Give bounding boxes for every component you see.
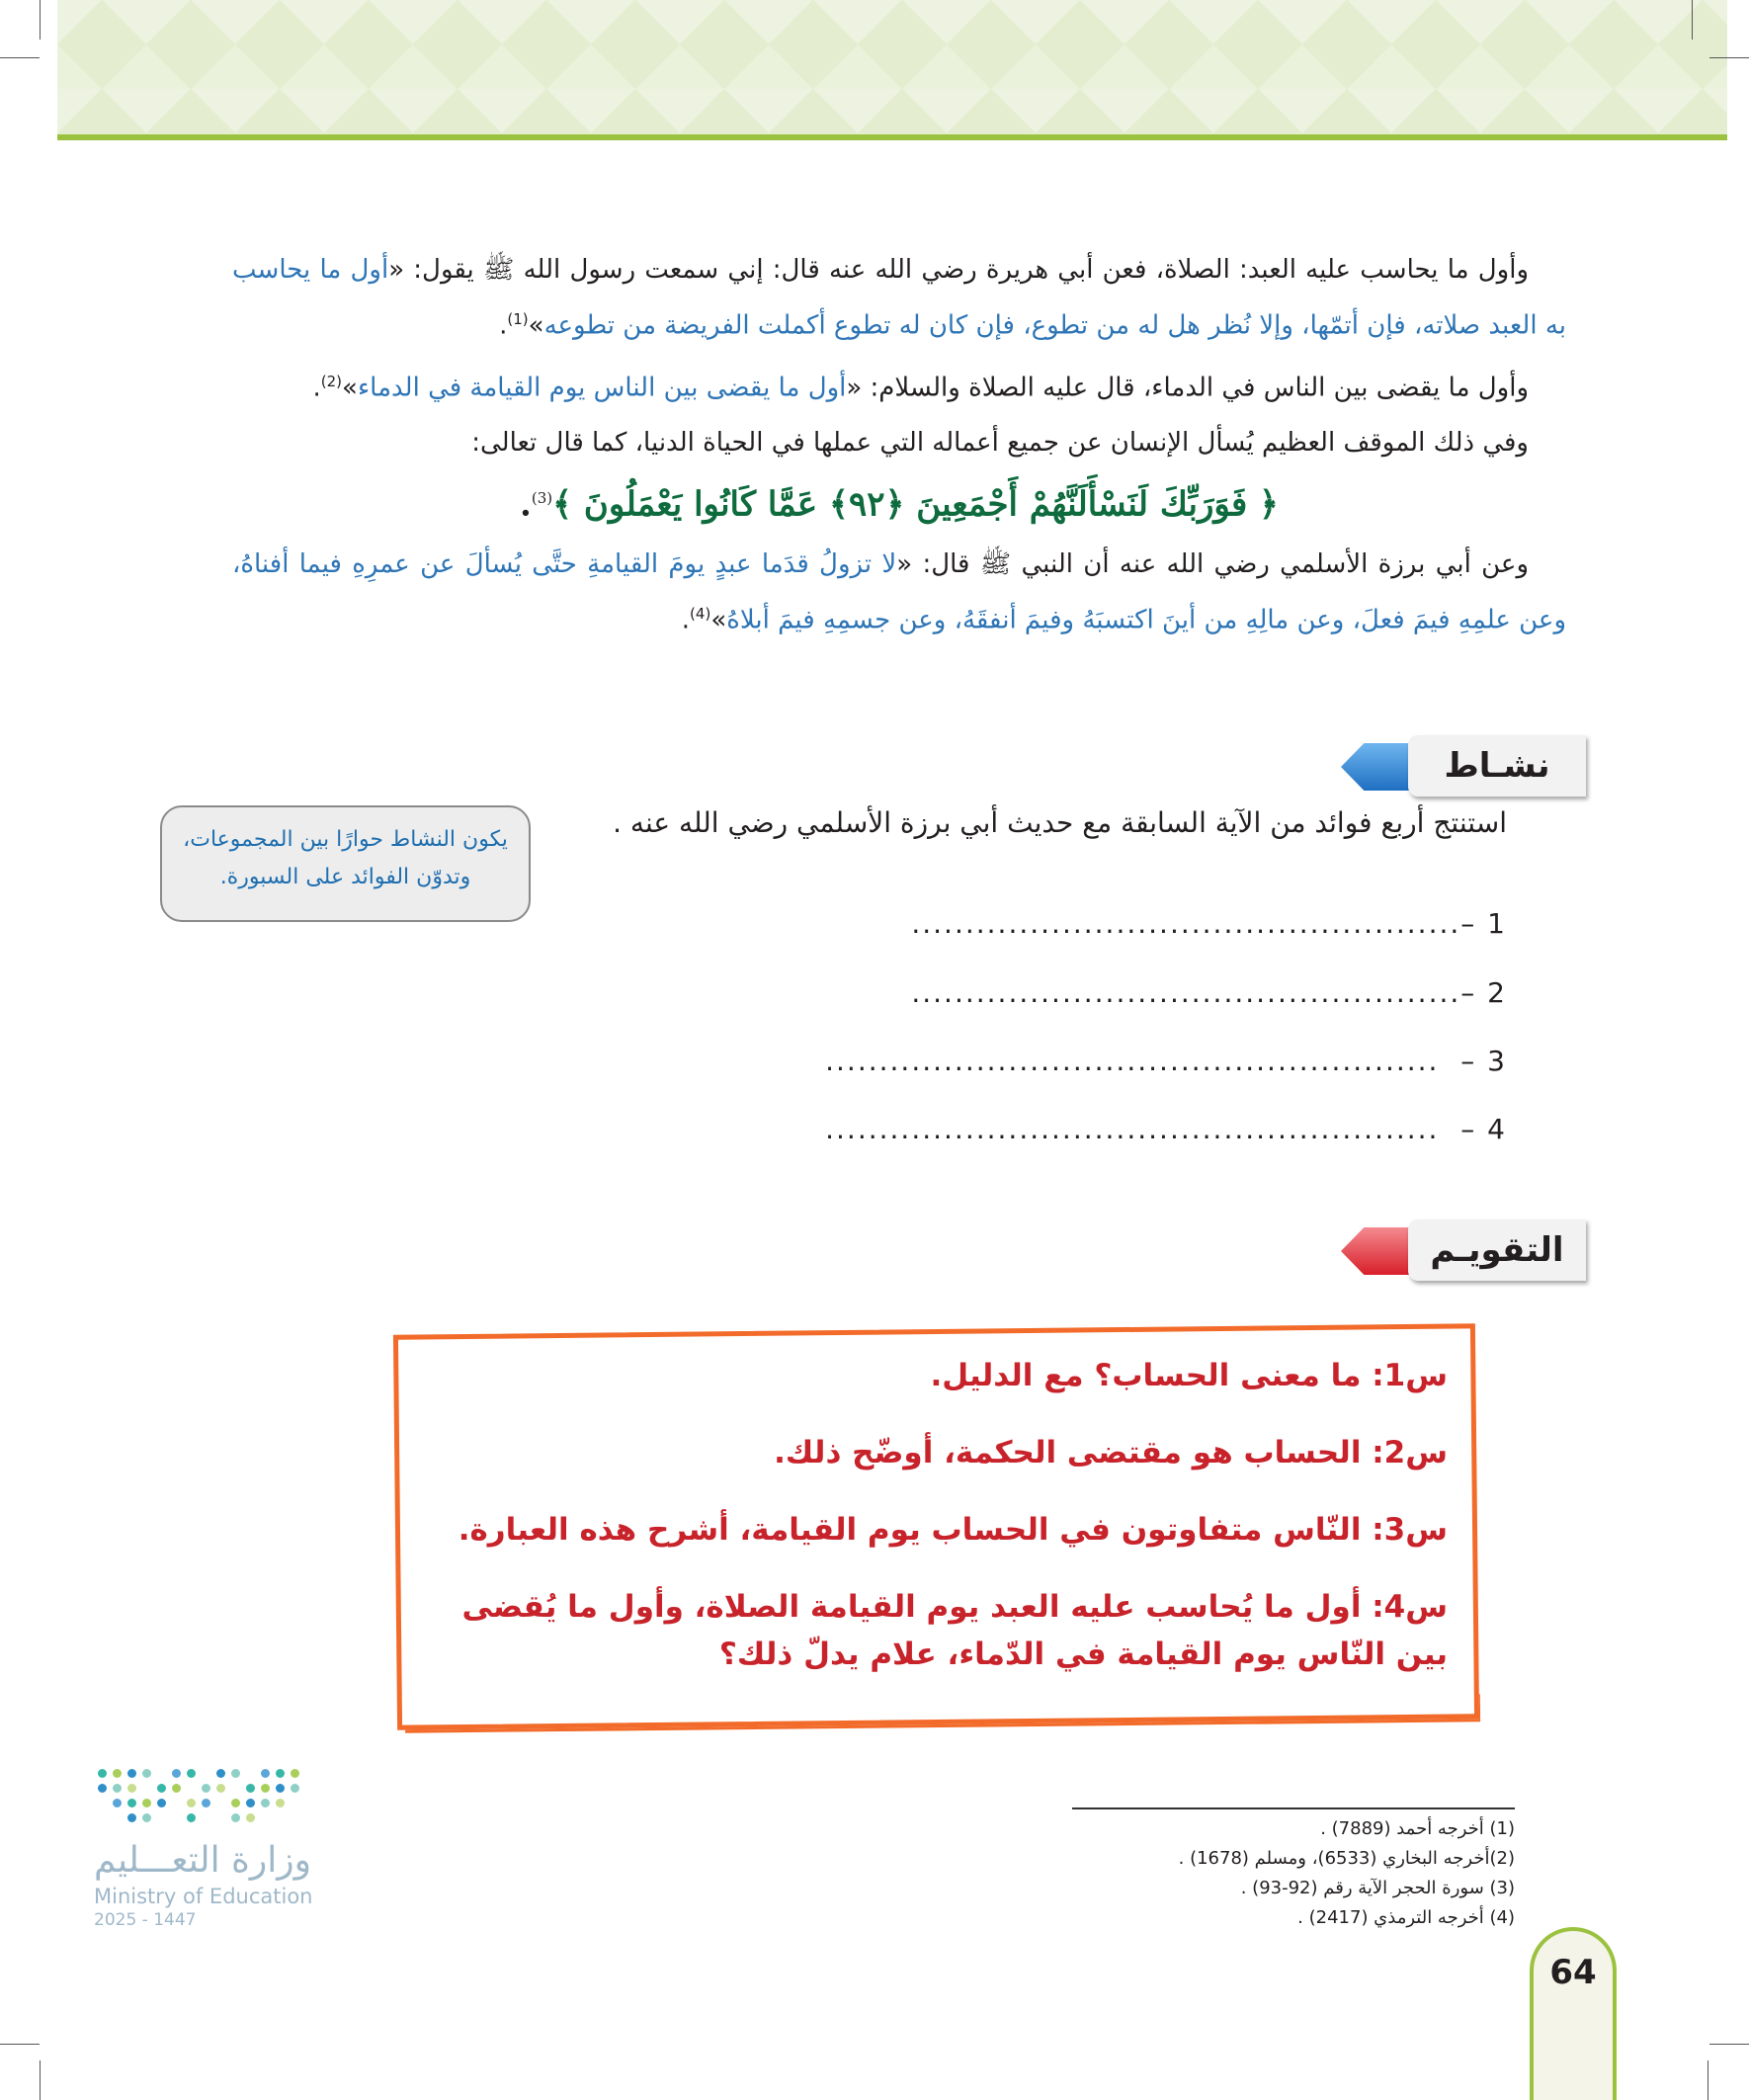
logo-dot [113, 1769, 122, 1778]
logo-dot [187, 1813, 196, 1822]
crop-mark [1692, 0, 1693, 40]
answer-line-2[interactable]: 2 –................................................... [911, 976, 1507, 1009]
footnote-ref: (3) [531, 489, 553, 508]
logo-dot [291, 1813, 299, 1822]
crop-mark [0, 2044, 40, 2045]
logo-dot [261, 1769, 270, 1778]
activity-heading-tab [1329, 735, 1586, 797]
logo-dot [157, 1813, 166, 1822]
crop-mark [1709, 57, 1749, 58]
logo-dot [276, 1799, 285, 1807]
logo-dot [157, 1784, 166, 1793]
footnote-4: (4) أخرجه الترمذي (2417) . [1297, 1907, 1515, 1928]
logo-dot [127, 1784, 136, 1793]
logo-dot [187, 1799, 196, 1807]
logo-dot [202, 1784, 210, 1793]
teacher-note: يكون النشاط حوارًا بين المجموعات، وتدوّن الفوائد على السبورة. [183, 827, 508, 889]
footnote-rule [1072, 1807, 1515, 1809]
question-4: س4: أول ما يُحاسب عليه العبد يوم القيامة الصلاة، وأول ما يُقضى بين النّاس يوم القيامة في الدّماء، علام يدلّ ذلك؟ [461, 1589, 1448, 1672]
question-1: س1: ما معنى الحساب؟ مع الدليل. [930, 1358, 1448, 1393]
crop-mark [0, 57, 40, 58]
logo-dot [172, 1799, 181, 1807]
logo-dot [98, 1784, 107, 1793]
logo-dot [291, 1799, 299, 1807]
hadith-text: لا تزولُ قدَما عبدٍ يومَ القيامةِ حتَّى يُسألَ عن عمرِهِ فيما أفناهُ، وعن علمِهِ فيمَ فعلَ، وعن مالِهِ من أينَ اكتسبَهُ وفيمَ أنفقَهُ، وعن جسمِهِ فيمَ أبلاهُ [232, 548, 1566, 635]
lesson-body [232, 245, 1566, 650]
logo-dot [261, 1784, 270, 1793]
evaluation-heading-tab [1329, 1219, 1586, 1281]
blue-arrow-icon [1341, 743, 1418, 791]
logo-dot [202, 1813, 210, 1822]
logo-dot [142, 1813, 151, 1822]
logo-dot [113, 1784, 122, 1793]
paragraph-questioning: وفي ذلك الموقف العظيم يُسأل الإنسان عن جميع أعماله التي عملها في الحياة الدنيا، كما قال تعالى: [471, 428, 1529, 459]
logo-dot [216, 1784, 225, 1793]
evaluation-questions [450, 1352, 1448, 1708]
logo-dot [291, 1784, 299, 1793]
header-green-line [57, 134, 1727, 140]
footnote-ref: (1) [507, 310, 529, 328]
ministry-dots-icon [98, 1769, 321, 1822]
logo-dot [202, 1799, 210, 1807]
footnote-ref: (4) [690, 604, 711, 623]
question-2: س2: الحساب هو مقتضى الحكمة، أوضّح ذلك. [774, 1435, 1448, 1470]
logo-dot [98, 1769, 107, 1778]
logo-dot [172, 1784, 181, 1793]
logo-dot [127, 1813, 136, 1822]
logo-dot [142, 1769, 151, 1778]
teacher-note-box [160, 805, 531, 922]
question-3: س3: النّاس متفاوتون في الحساب يوم القيامة، أشرح هذه العبارة. [458, 1512, 1448, 1548]
logo-dot [127, 1769, 136, 1778]
answer-line-4[interactable]: 4 – ......................................................... [825, 1113, 1507, 1145]
footnote-3: (3) سورة الحجر الآية رقم (92-93) . [1240, 1878, 1515, 1898]
logo-dot [276, 1813, 285, 1822]
logo-dot [291, 1769, 299, 1778]
header-pattern-band [57, 0, 1727, 138]
logo-dot [202, 1769, 210, 1778]
hadith-text: أول ما يقضى بين الناس يوم القيامة في الدماء [357, 373, 847, 403]
paragraph-prayer: وأول ما يحاسب عليه العبد: الصلاة، فعن أبي هريرة رضي الله عنه قال: إني سمعت رسول الله ﷺ يقول: «أول ما يحاسب به العبد صلاته، فإن أتمّها، وإلا نُظر هل له من تطوع، فإن كان له تطوع أكملت الفريضة من تطوعه»$^{(1)}$. [232, 255, 1566, 341]
logo-dot [157, 1799, 166, 1807]
logo-dot [113, 1799, 122, 1807]
logo-dot [231, 1784, 240, 1793]
footnote-2: (2)أخرجه البخاري (6533)، ومسلم (1678) . [1178, 1848, 1515, 1869]
crop-mark [40, 0, 41, 40]
logo-dot [261, 1813, 270, 1822]
answer-line-1[interactable]: 1 –................................................... [911, 907, 1507, 940]
logo-dot [157, 1769, 166, 1778]
ministry-logo [94, 1769, 321, 1930]
crop-mark [1709, 2044, 1749, 2045]
logo-dot [113, 1813, 122, 1822]
footnote-ref: (2) [320, 372, 343, 390]
activity-prompt: استنتج أربع فوائد من الآية السابقة مع حديث أبي برزة الأسلمي رضي الله عنه . [613, 806, 1507, 839]
logo-dot [276, 1769, 285, 1778]
crop-mark [40, 2060, 41, 2100]
logo-dot [231, 1769, 240, 1778]
logo-dot [98, 1813, 107, 1822]
answer-line-3[interactable]: 3 – ......................................................... [825, 1045, 1507, 1077]
logo-dot [246, 1769, 255, 1778]
logo-dot [187, 1769, 196, 1778]
logo-dot [216, 1769, 225, 1778]
logo-dot [216, 1799, 225, 1807]
logo-dot [98, 1799, 107, 1807]
footnotes [1179, 1814, 1515, 1933]
logo-dot [231, 1799, 240, 1807]
logo-dot [231, 1813, 240, 1822]
activity-title: نشـاط [1408, 735, 1586, 797]
paragraph-blood: وأول ما يقضى بين الناس في الدماء، قال عليه الصلاة والسلام: «أول ما يقضى بين الناس يوم القيامة في الدماء»$^{(2)}$. [312, 372, 1529, 403]
page-number: 64 [1549, 1953, 1597, 1992]
ministry-name-english: Ministry of Education [94, 1885, 313, 1908]
logo-dot [246, 1813, 255, 1822]
footnote-1: (1) أخرجه أحمد (7889) . [1320, 1818, 1515, 1839]
logo-dot [246, 1799, 255, 1807]
logo-dot [172, 1769, 181, 1778]
logo-dot [142, 1784, 151, 1793]
paragraph-barzah: وعن أبي برزة الأسلمي رضي الله عنه أن النبي ﷺ قال: «لا تزولُ قدَما عبدٍ يومَ القيامةِ حتَّى يُسألَ عن عمرِهِ فيما أفناهُ، وعن علمِهِ فيمَ فعلَ، وعن مالِهِ من أينَ اكتسبَهُ وفيمَ أنفقَهُ، وعن جسمِهِ فيمَ أبلاهُ»$^{(4)}$. [232, 548, 1566, 635]
logo-dot [261, 1799, 270, 1807]
logo-dot [187, 1784, 196, 1793]
red-arrow-icon [1341, 1227, 1418, 1275]
logo-dot [142, 1799, 151, 1807]
evaluation-title: التقويـم [1408, 1219, 1586, 1281]
logo-dot [246, 1784, 255, 1793]
quran-verse: ﴿ فَوَرَبِّكَ لَنَسْأَلَنَّهُمْ أَجْمَعِينَ ﴿٩٢﴾ عَمَّا كَانُوا يَعْمَلُونَ ﴾$^{(3)}$. [520, 484, 1279, 525]
ministry-name-arabic: وزارة التعـــليم [94, 1840, 312, 1881]
logo-dot [276, 1784, 285, 1793]
logo-dot [127, 1799, 136, 1807]
hadith-text: أول ما يحاسب به العبد صلاته، فإن أتمّها، وإلا نُظر هل له من تطوع، فإن كان له تطوع أكملت الفريضة من تطوعه [232, 255, 1566, 341]
edition-year: 2025 - 1447 [94, 1910, 197, 1930]
logo-dot [216, 1813, 225, 1822]
crop-mark [1707, 2060, 1708, 2100]
logo-dot [172, 1813, 181, 1822]
